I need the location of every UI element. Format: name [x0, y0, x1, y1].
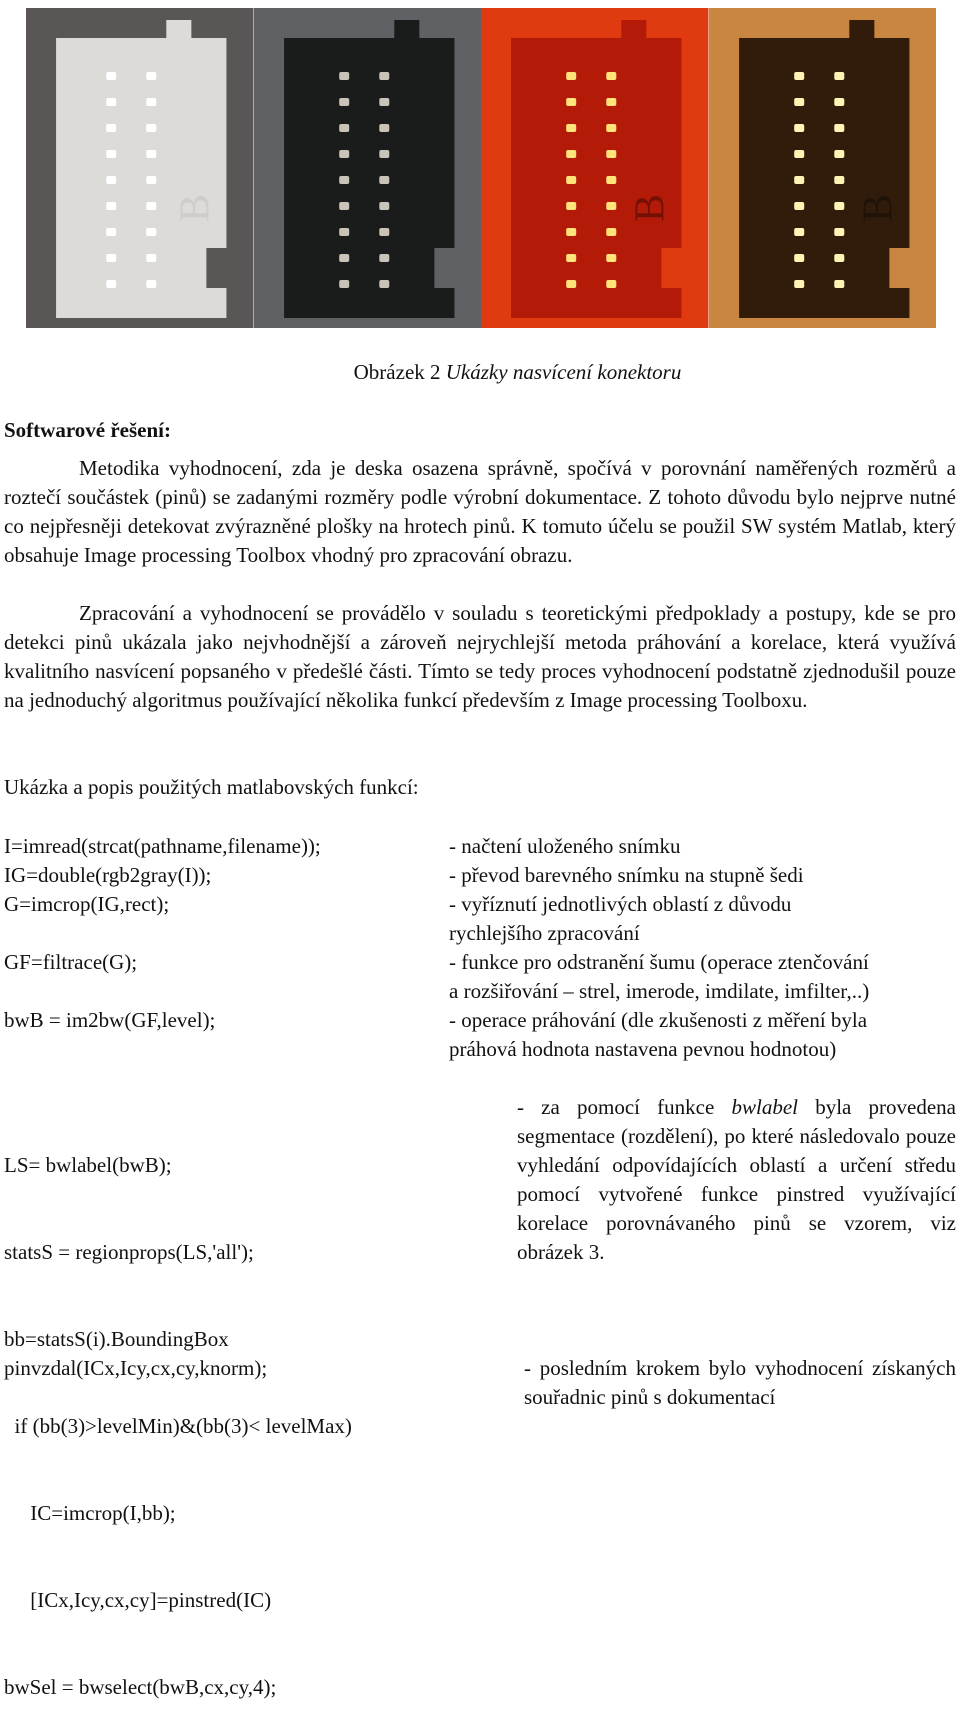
pin-pad [606, 72, 616, 80]
pin-pad [834, 98, 844, 106]
code-line: IG=double(rgb2gray(I)); [4, 863, 212, 887]
pin-pad [834, 280, 844, 288]
pin-pad [146, 202, 156, 210]
pin-pad [146, 228, 156, 236]
pin-pad [566, 72, 576, 80]
pin-pad [834, 228, 844, 236]
pin-pad [834, 254, 844, 262]
code-line: statsS = regionprops(LS,'all'); [4, 1240, 254, 1264]
pin-pad [379, 280, 389, 288]
code-description-3: - posledním krokem bylo vyhodnocení získaných souřadnic pinů s dokumentací [524, 1356, 956, 1409]
code-line: [ICx,Icy,cx,cy]=pinstred(IC) [4, 1588, 272, 1612]
pin-pad [146, 254, 156, 262]
code-description: a rozšiřování – strel, imerode, imdilate, imfilter,..) [449, 979, 870, 1003]
pin-pad [794, 280, 804, 288]
connector-housing [284, 20, 454, 318]
pin-pad [339, 228, 349, 236]
code-line: pinvzdal(ICx,Icy,cx,cy,knorm); [4, 1356, 268, 1380]
pin-pad [146, 176, 156, 184]
pin-pad [339, 254, 349, 262]
connector-letter: B [627, 193, 674, 223]
pin-pad [379, 254, 389, 262]
pin-pad [339, 124, 349, 132]
pin-pad [106, 124, 116, 132]
paragraph-2: Zpracování a vyhodnocení se provádělo v souladu s teoretickými předpoklady a postupy, kde se pro detekci pinů ukázala jako nejvhodnější a zároveň nejrychlejší metoda práhování a korelace, která využívá kvalitního nasvícení popsaného v předešlé části. Tímto se tedy proces vyhodnocení podstatně zjednodušil pouze na jednoduchý algoritmus používající několika funkcí především z Image processing Toolboxu. [4, 601, 956, 712]
connector-letter: B [172, 193, 219, 223]
code-line: LS= bwlabel(bwB); [4, 1153, 172, 1177]
caption-prefix: Obrázek 2 [353, 360, 441, 384]
pin-pad [146, 150, 156, 158]
section-heading: Softwarové řešení: [4, 418, 171, 442]
pin-pad [606, 150, 616, 158]
pin-pad [566, 280, 576, 288]
pin-pad [606, 202, 616, 210]
pin-pad [566, 202, 576, 210]
pin-pad [566, 98, 576, 106]
pin-pad [339, 98, 349, 106]
code-description: - funkce pro odstranění šumu (operace ztenčování [449, 950, 869, 974]
pin-pad [339, 202, 349, 210]
pin-pad [339, 72, 349, 80]
connector-figure [26, 8, 936, 328]
pin-pad [106, 72, 116, 80]
pin-pad [379, 150, 389, 158]
caption-title: Ukázky nasvícení konektoru [445, 360, 682, 384]
pin-pad [566, 124, 576, 132]
connector-photo-gray [254, 8, 482, 328]
pin-pad [106, 228, 116, 236]
pin-pad [379, 228, 389, 236]
connector-housing [511, 20, 681, 318]
pin-pad [146, 72, 156, 80]
code-description: - převod barevného snímku na stupně šedi [449, 863, 804, 887]
pin-pad [106, 202, 116, 210]
pin-pad [106, 176, 116, 184]
desc-text: byla provedena segmentace (rozdělení), po které následovalo pouze vyhledání odpovídajících oblastí a určení středu pomocí vytvořené funkce pinstred využívající korelace porovnávaného pinů se vzorem, viz obrázek 3. [517, 1095, 956, 1264]
pin-pad [379, 124, 389, 132]
pin-pad [794, 150, 804, 158]
pin-pad [379, 202, 389, 210]
code-line: IC=imcrop(I,bb); [4, 1501, 176, 1525]
pin-pad [794, 202, 804, 210]
pin-pad [339, 176, 349, 184]
pin-pad [566, 254, 576, 262]
pin-pad [146, 98, 156, 106]
code-line: bwB = im2bw(GF,level); [4, 1008, 216, 1032]
code-line: bb=statsS(i).BoundingBox [4, 1327, 229, 1351]
pin-pad [106, 150, 116, 158]
pin-pad [379, 176, 389, 184]
pin-pad [606, 280, 616, 288]
pin-pad [834, 72, 844, 80]
pin-pad [379, 72, 389, 80]
code-line: if (bb(3)>levelMin)&(bb(3)< levelMax) [4, 1414, 352, 1438]
connector-photo-natural [26, 8, 254, 328]
pin-pad [379, 98, 389, 106]
code-line: G=imcrop(IG,rect); [4, 892, 170, 916]
pin-pad [106, 98, 116, 106]
pin-pad [339, 280, 349, 288]
connector-letter: B [854, 193, 901, 223]
pin-pad [834, 176, 844, 184]
pin-pad [106, 280, 116, 288]
code-line: I=imread(strcat(pathname,filename)); [4, 834, 321, 858]
pin-pad [566, 176, 576, 184]
pin-pad [794, 72, 804, 80]
pin-pad [606, 98, 616, 106]
pin-pad [566, 228, 576, 236]
pin-pad [834, 202, 844, 210]
functions-intro: Ukázka a popis použitých matlabovských funkcí: [4, 775, 419, 799]
connector-photo-red [481, 8, 709, 328]
code-block-2 [4, 1093, 352, 1731]
desc-text: - za pomocí funkce [517, 1095, 715, 1119]
code-description: rychlejšího zpracování [449, 921, 640, 945]
code-line: GF=filtrace(G); [4, 950, 138, 974]
figure-caption [0, 358, 960, 387]
code-description-2 [517, 1093, 956, 1267]
pin-pad [606, 176, 616, 184]
pin-pad [834, 124, 844, 132]
code-description: práhová hodnota nastavena pevnou hodnotou) [449, 1037, 837, 1061]
pin-pad [794, 124, 804, 132]
pin-pad [606, 124, 616, 132]
desc-function-name: bwlabel [731, 1095, 799, 1119]
pin-pad [834, 150, 844, 158]
pin-pad [794, 228, 804, 236]
pin-pad [106, 254, 116, 262]
pin-pad [566, 150, 576, 158]
connector-housing [56, 20, 226, 318]
connector-housing [739, 20, 909, 318]
code-description: - operace práhování (dle zkušenosti z měření byla [449, 1008, 868, 1032]
pin-pad [606, 228, 616, 236]
pin-pad [339, 150, 349, 158]
connector-photo-amber [709, 8, 937, 328]
pin-pad [606, 254, 616, 262]
code-description: - vyříznutí jednotlivých oblastí z důvodu [449, 892, 792, 916]
code-line: bwSel = bwselect(bwB,cx,cy,4); [4, 1675, 277, 1699]
pin-pad [146, 280, 156, 288]
pin-pad [794, 254, 804, 262]
pin-pad [146, 124, 156, 132]
pin-pad [794, 176, 804, 184]
pin-pad [794, 98, 804, 106]
paragraph-1: Metodika vyhodnocení, zda je deska osazena správně, spočívá v porovnání naměřených rozměrů a roztečí součástek (pinů) se zadanými rozměry podle výrobní dokumentace. Z tohoto důvodu bylo nejprve nutné co nejpřesněji detekovat zvýrazněné plošky na hrotech pinů. K tomuto účelu se použil SW systém Matlab, který obsahuje Image processing Toolbox vhodný pro zpracování obrazu. [4, 456, 956, 567]
code-description: - načtení uloženého snímku [449, 834, 681, 858]
